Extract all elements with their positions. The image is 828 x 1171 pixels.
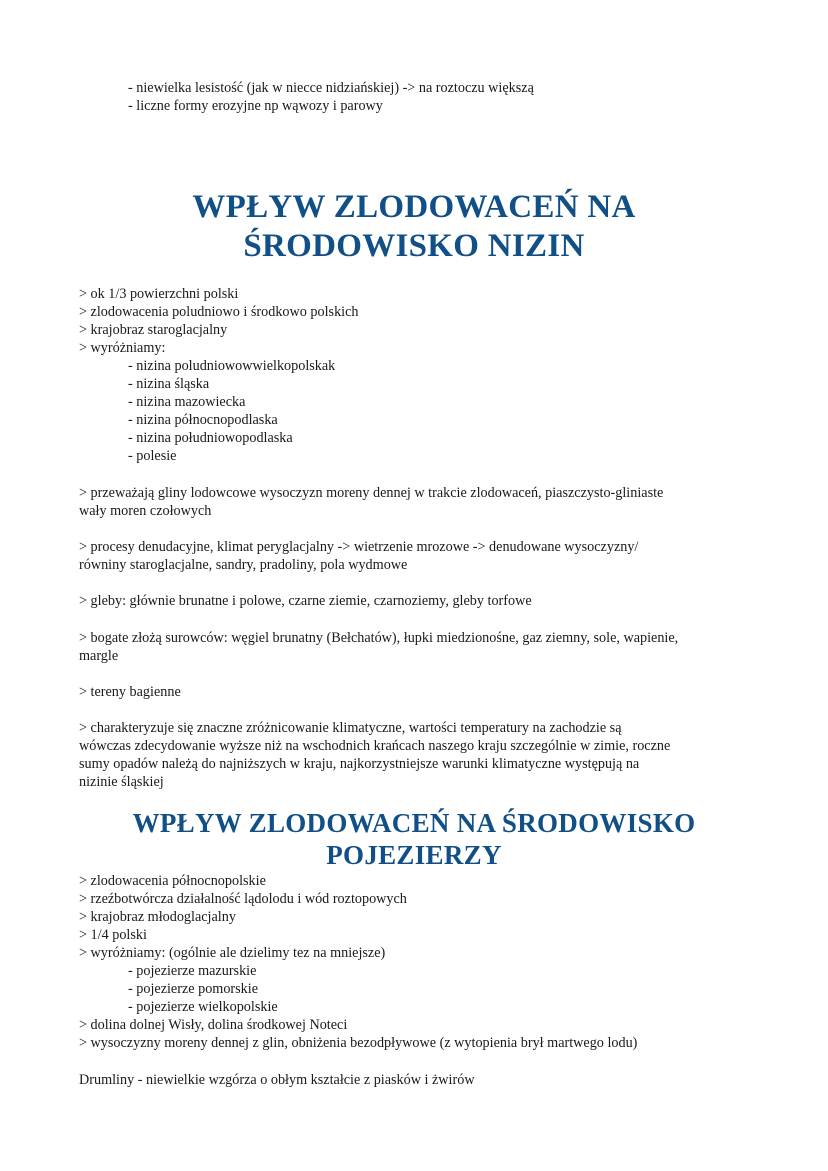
paragraph-line: wały moren czołowych (79, 503, 212, 519)
paragraph-line: > procesy denudacyjne, klimat peryglacjalny -> wietrzenie mrozowe -> denudowane wysoczyzny/ (79, 539, 639, 555)
paragraph-line: sumy opadów należą do najniższych w kraju, najkorzystniejsze warunki klimatyczne występują na (79, 756, 640, 772)
list-item: > zlodowacenia północnopolskie (79, 873, 266, 889)
paragraph-line: Drumliny - niewielkie wzgórza o obłym kształcie z piasków i żwirów (79, 1072, 475, 1088)
paragraph-line: > gleby: głównie brunatne i polowe, czarne ziemie, czarnoziemy, gleby torfowe (79, 593, 532, 609)
list-item: - niewielka lesistość (jak w niecce nidziańskiej) -> na roztoczu większą (128, 80, 534, 96)
sub-list-item: - pojezierze wielkopolskie (128, 999, 278, 1015)
paragraph-line: margle (79, 648, 119, 664)
sub-list-item: - pojezierze mazurskie (128, 963, 257, 979)
sub-list-item: - pojezierze pomorskie (128, 981, 258, 997)
paragraph-line: > tereny bagienne (79, 684, 181, 700)
section-heading: POJEZIERZY (326, 840, 502, 870)
list-item: > ok 1/3 powierzchni polski (79, 286, 239, 302)
paragraph-line: nizinie śląskiej (79, 774, 164, 790)
list-item: - liczne formy erozyjne np wąwozy i parowy (128, 98, 383, 114)
list-item: > wyróżniamy: (ogólnie ale dzielimy tez na mniejsze) (79, 945, 386, 961)
list-item: > wysoczyzny moreny dennej z glin, obniżenia bezodpływowe (z wytopienia brył martwego lodu) (79, 1035, 638, 1051)
list-item: > zlodowacenia poludniowo i środkowo polskich (79, 304, 359, 320)
section-heading: ŚRODOWISKO NIZIN (243, 228, 585, 264)
sub-list-item: - polesie (128, 448, 177, 464)
list-item: > krajobraz staroglacjalny (79, 322, 228, 338)
section-heading: WPŁYW ZLODOWACEŃ NA ŚRODOWISKO (132, 808, 696, 838)
list-item: > krajobraz młodoglacjalny (79, 909, 236, 925)
paragraph-line: > przeważają gliny lodowcowe wysoczyzn moreny dennej w trakcie zlodowaceń, piaszczysto-gliniaste (79, 485, 664, 501)
paragraph-line: wówczas zdecydowanie wyższe niż na wschodnich krańcach naszego kraju szczególnie w zimie, roczne (79, 738, 671, 754)
list-item: > dolina dolnej Wisły, dolina środkowej Noteci (79, 1017, 348, 1033)
sub-list-item: - nizina poludniowowwielkopolskak (128, 358, 336, 374)
sub-list-item: - nizina północnopodlaska (128, 412, 278, 428)
list-item: > wyróżniamy: (79, 340, 166, 356)
section-heading: WPŁYW ZLODOWACEŃ NA (192, 189, 636, 225)
paragraph-line: > charakteryzuje się znaczne zróżnicowanie klimatyczne, wartości temperatury na zachodzie są (79, 720, 622, 736)
list-item: > 1/4 polski (79, 927, 147, 943)
sub-list-item: - nizina śląska (128, 376, 210, 392)
list-item: > rzeźbotwórcza działalność lądolodu i wód roztopowych (79, 891, 407, 907)
paragraph-line: równiny staroglacjalne, sandry, pradoliny, pola wydmowe (79, 557, 408, 573)
paragraph-line: > bogate złożą surowców: węgiel brunatny (Bełchatów), łupki miedzionośne, gaz ziemny, sole, wapienie, (79, 630, 679, 646)
sub-list-item: - nizina mazowiecka (128, 394, 246, 410)
sub-list-item: - nizina południowopodlaska (128, 430, 293, 446)
